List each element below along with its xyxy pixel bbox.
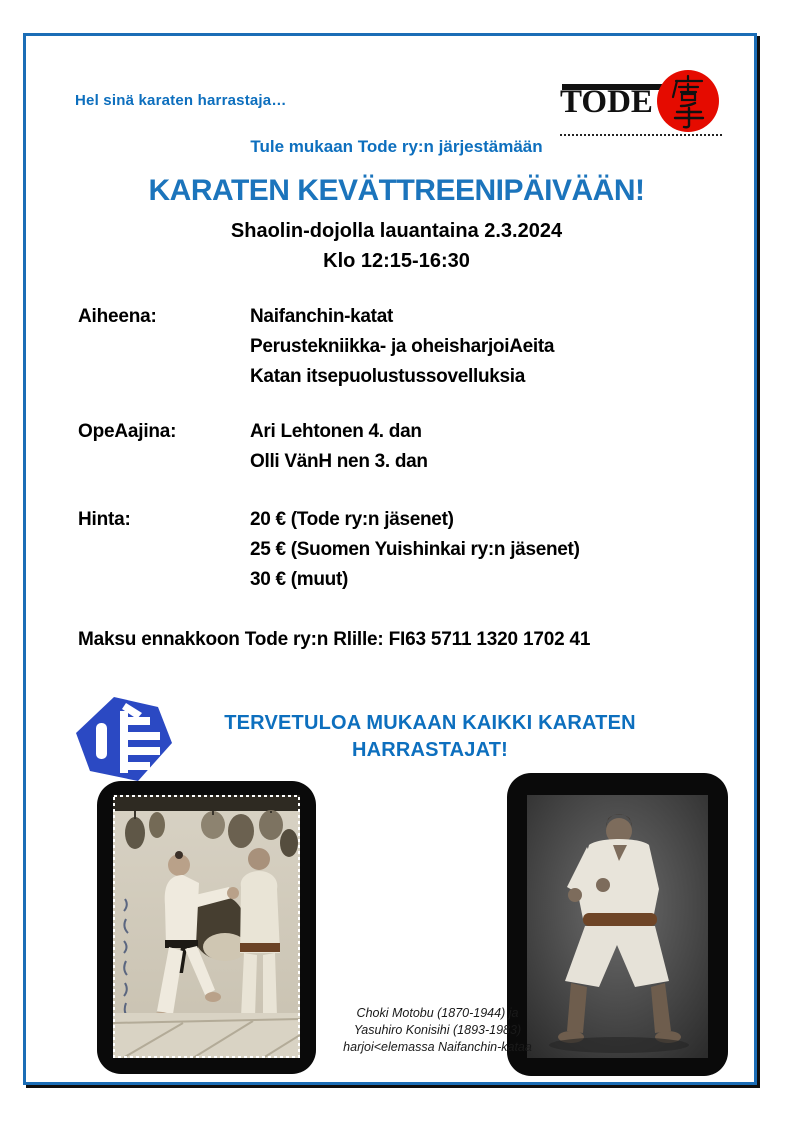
caption-line-3: harjoi<elemassa Naifanchin-kataa (343, 1040, 532, 1054)
topic-item: Katan itsepuolustussovelluksia (250, 366, 526, 387)
welcome-line-1: TERVETULOA MUKAAN KAIKKI KARATEN (224, 712, 636, 734)
instructors-label: OpeAajina: (78, 421, 177, 442)
payment-line: Maksu ennakkoon Tode ry:n Rlille: FI63 5711 1320 1702 41 (78, 629, 591, 650)
tode-red-circle (657, 70, 719, 132)
topic-item: Perustekniikka- ja oheisharjoiAeita (250, 336, 555, 357)
karate-kanji-icon (657, 70, 719, 132)
photo-naifanchi-stance-image (527, 795, 708, 1058)
welcome-message (150, 710, 710, 764)
caption-line-1: Choki Motobu (1870-1944) ja (356, 1006, 519, 1020)
photo-caption (325, 1005, 550, 1056)
caption-line-2: Yasuhiro Konisihi (1893-1983) (353, 1023, 522, 1037)
time-line: Klo 12:15-16:30 (323, 250, 470, 272)
price-label: Hinta: (78, 509, 131, 530)
topics-label: Aiheena: (78, 306, 157, 327)
instructor-item: Olli VänH nen 3. dan (250, 451, 428, 472)
price-item: 30 € (muut) (250, 569, 349, 590)
tode-logo (560, 66, 725, 138)
price-item: 25 € (Suomen Yuishinkai ry:n jäsenet) (250, 539, 580, 560)
intro-line: Tule mukaan Tode ry:n järjestämään (250, 137, 543, 156)
event-title: KARATEN KEVÄTTREENIPÄIVÄÄN! (148, 174, 645, 207)
welcome-line-2: HARRASTAJAT! (351, 739, 509, 761)
photo-training-pair-image (113, 795, 300, 1058)
greeting-text: Hel sinä karaten harrastaja… (75, 92, 287, 109)
topic-item: Naifanchin-katat (250, 306, 394, 327)
price-item: 20 € (Tode ry:n jäsenet) (250, 509, 454, 530)
tode-wordmark: TODE (560, 84, 653, 120)
photo-training-pair (97, 781, 316, 1074)
venue-date-line: Shaolin-dojolla lauantaina 2.3.2024 (230, 220, 563, 242)
tode-dotted-underline (560, 134, 722, 136)
instructor-item: Ari Lehtonen 4. dan (250, 421, 422, 442)
